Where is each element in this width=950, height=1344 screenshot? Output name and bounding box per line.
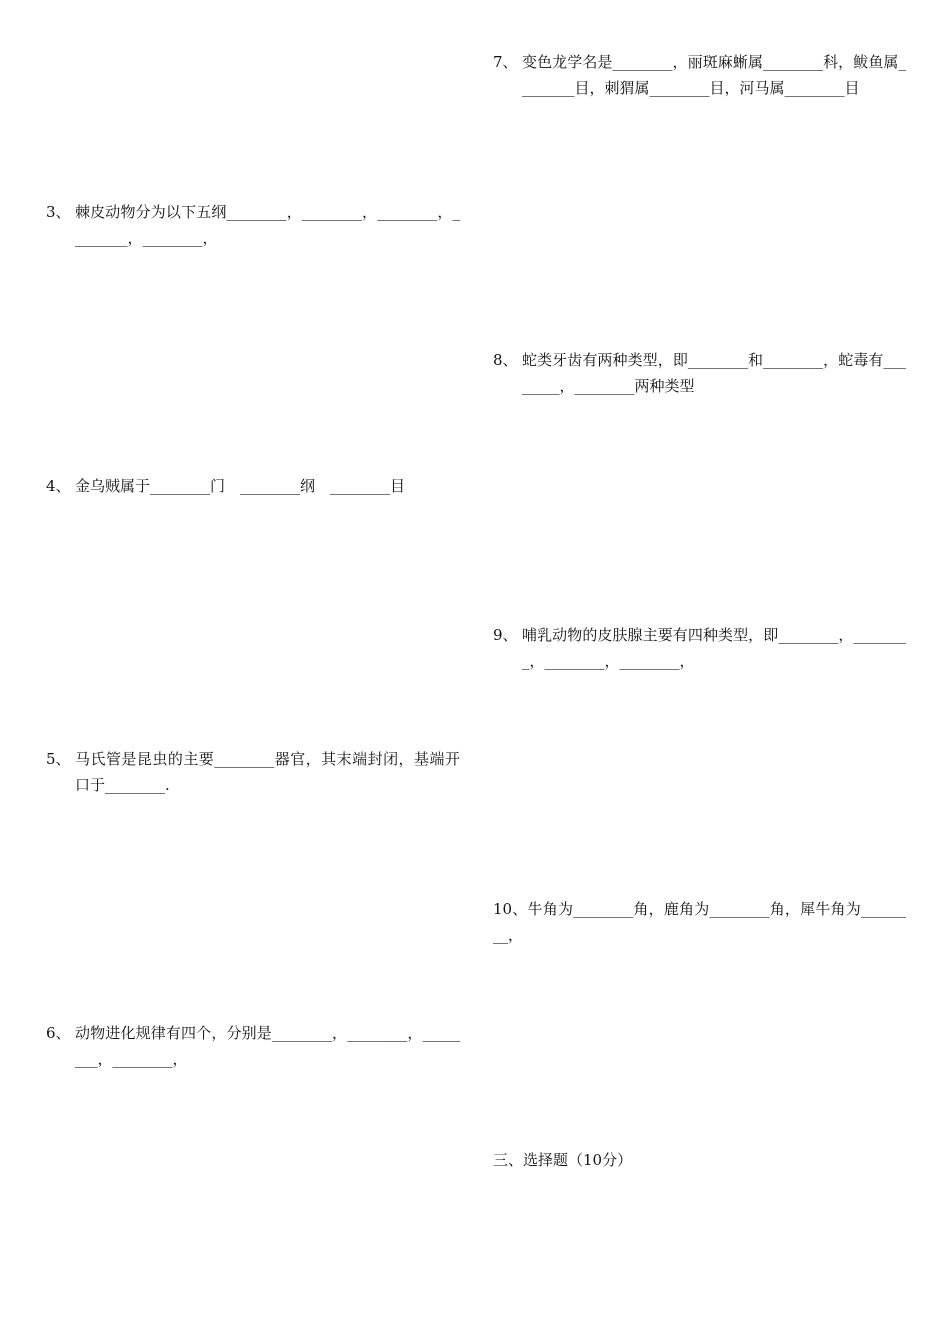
question-text — [493, 896, 906, 948]
question-5 — [46, 746, 460, 798]
question-body: 牛角为________角，鹿角为________角，犀牛角为________， — [493, 900, 906, 944]
question-7 — [493, 49, 906, 101]
question-number: 3、 — [46, 203, 71, 221]
question-number: 10、 — [493, 900, 528, 918]
question-9 — [493, 622, 906, 674]
question-10 — [493, 896, 906, 948]
question-text: 变色龙学名是________，丽斑麻蜥属________科，鲅鱼属________目，刺猬属________目，河马属________目 — [522, 53, 906, 97]
question-number: 6、 — [46, 1024, 71, 1042]
question-text: 金乌贼属于________门 ________纲 ________目 — [75, 477, 406, 495]
question-text: 马氏管是昆虫的主要________器官，其末端封闭，基端开口于________. — [75, 750, 460, 794]
question-number: 4、 — [46, 477, 71, 495]
question-3 — [46, 199, 460, 251]
question-text: 棘皮动物分为以下五纲________，________，________，________，________， — [75, 203, 460, 247]
question-text: 哺乳动物的皮肤腺主要有四种类型，即________，________，________，________， — [522, 626, 906, 670]
question-text: 蛇类牙齿有两种类型，即________和________，蛇毒有________，________两种类型 — [522, 351, 906, 395]
question-number: 5、 — [46, 750, 71, 768]
question-4 — [46, 473, 460, 499]
question-number: 8、 — [493, 351, 518, 369]
question-number: 7、 — [493, 53, 518, 71]
question-number: 9、 — [493, 626, 518, 644]
question-text: 动物进化规律有四个，分别是________，________，________，________， — [75, 1024, 460, 1068]
question-8 — [493, 347, 906, 399]
section-heading: 三、选择题（10分） — [493, 1151, 633, 1169]
question-6 — [46, 1020, 460, 1072]
